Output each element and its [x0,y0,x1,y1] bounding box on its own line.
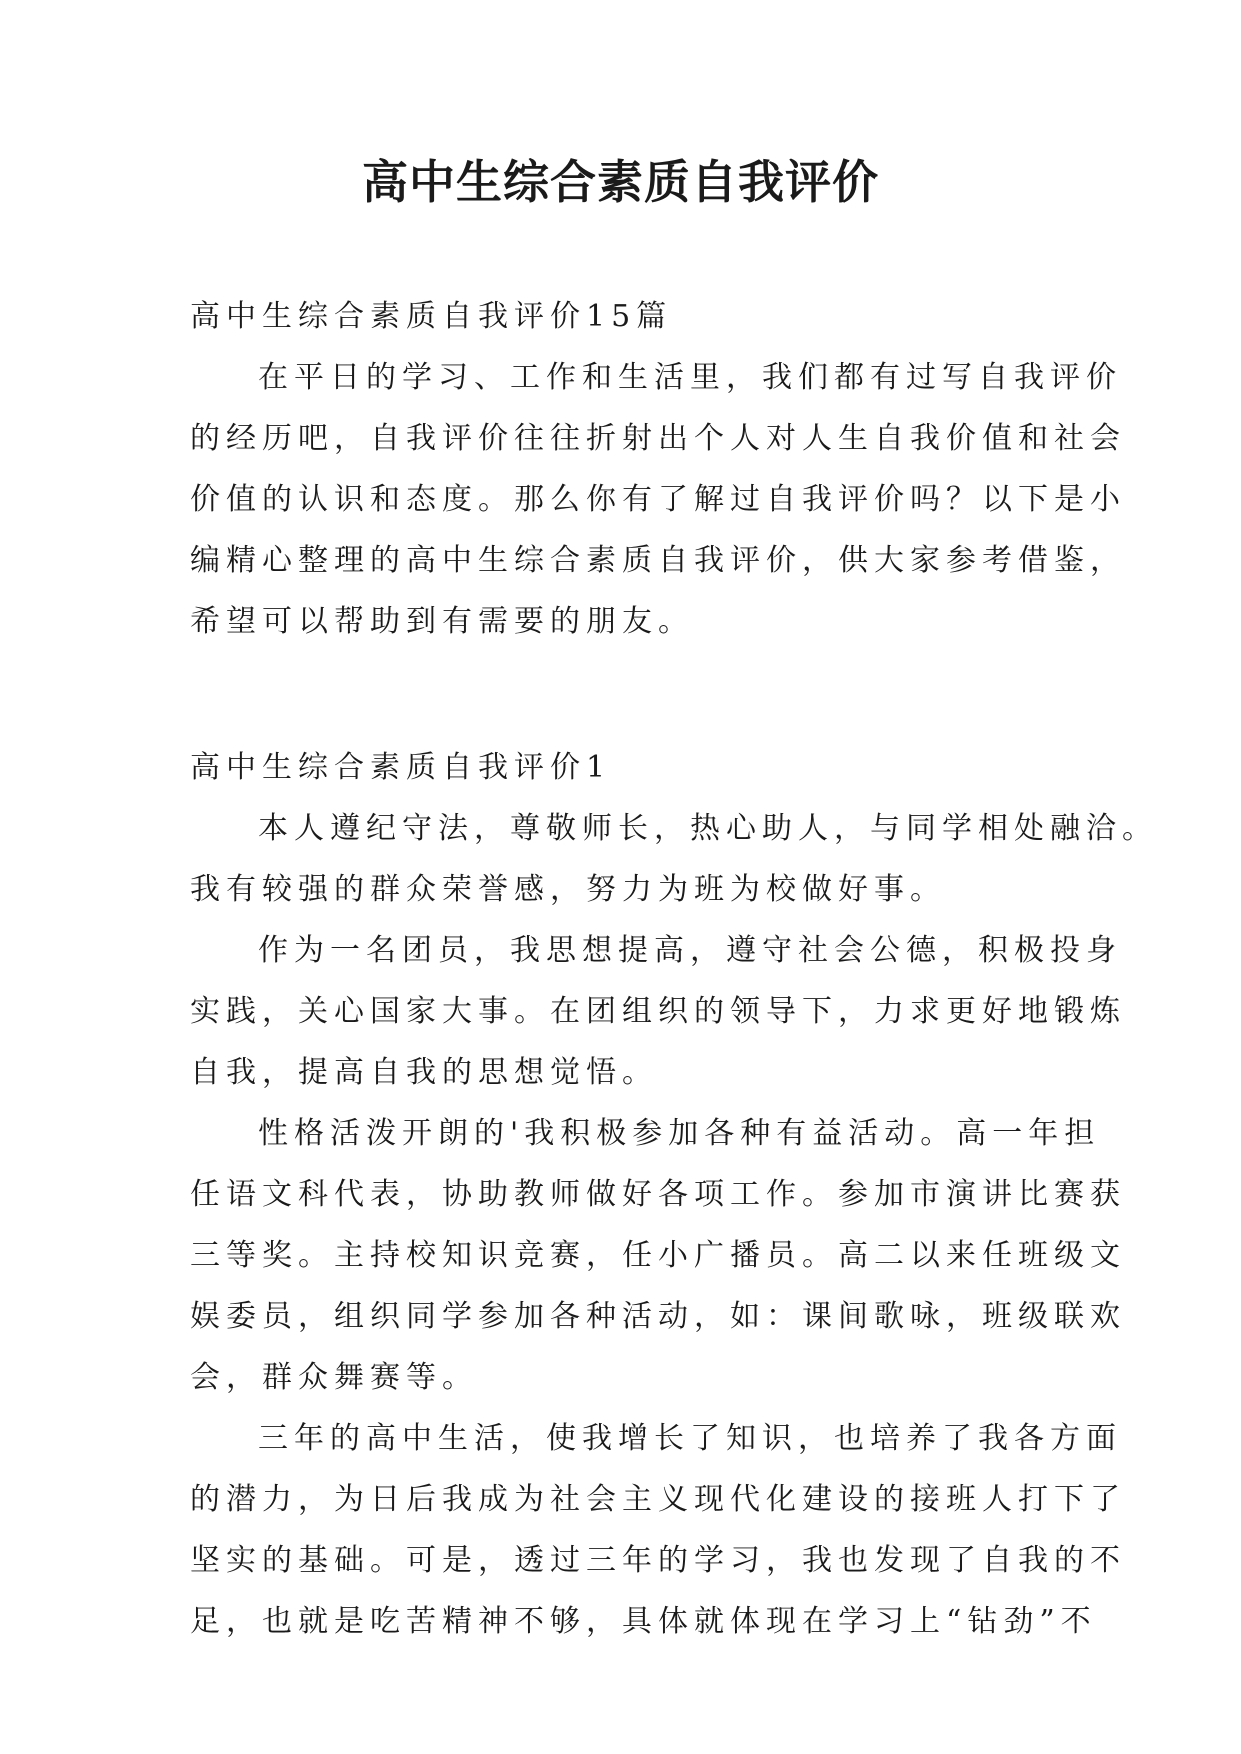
paragraph-line: 会，群众舞赛等。 [190,1360,478,1395]
body-paragraph [190,1408,1126,1652]
document-title: 高中生综合素质自我评价 [362,155,879,209]
paragraph-line: 坚实的基础。可是，透过三年的学习，我也发现了自我的不 [190,1543,1126,1578]
paragraph-line: 实践，关心国家大事。在团组织的领导下，力求更好地锻炼 [190,994,1126,1029]
section-spacer [190,652,1070,737]
body-paragraph [190,1103,1126,1408]
paragraph-line: 本人遵纪守法，尊敬师长，热心助人，与同学相处融洽。 [258,811,1158,846]
paragraph-line: 我有较强的群众荣誉感，努力为班为校做好事。 [190,872,946,907]
document-subtitle: 高中生综合素质自我评价15篇 [190,299,673,334]
paragraph-line: 编精心整理的高中生综合素质自我评价，供大家参考借鉴， [190,543,1126,578]
paragraph-line: 在平日的学习、工作和生活里，我们都有过写自我评价 [258,360,1122,395]
section-heading: 高中生综合素质自我评价1 [190,750,612,785]
body-paragraph [190,920,1126,1103]
body-paragraph [190,798,1158,920]
paragraph-line: 任语文科代表，协助教师做好各项工作。参加市演讲比赛获 [190,1177,1126,1212]
paragraph-line: 足，也就是吃苦精神不够，具体就体现在学习上“钻劲”不 [190,1604,1097,1639]
document-body [190,286,1158,1652]
paragraph-line: 作为一名团员，我思想提高，遵守社会公德，积极投身 [258,933,1122,968]
paragraph-line: 性格活泼开朗的'我积极参加各种有益活动。高一年担 [258,1116,1101,1151]
paragraph-line: 的经历吧，自我评价往往折射出个人对人生自我价值和社会 [190,421,1126,456]
paragraph-line: 价值的认识和态度。那么你有了解过自我评价吗？以下是小 [190,482,1126,517]
paragraph-line: 希望可以帮助到有需要的朋友。 [190,604,694,639]
paragraph-line: 娱委员，组织同学参加各种活动，如：课间歌咏，班级联欢 [190,1299,1126,1334]
paragraph-line: 三等奖。主持校知识竞赛，任小广播员。高二以来任班级文 [190,1238,1126,1273]
paragraph-line: 三年的高中生活，使我增长了知识，也培养了我各方面 [258,1421,1122,1456]
paragraph-line: 自我，提高自我的思想觉悟。 [190,1055,658,1090]
intro-paragraph [190,347,1126,652]
paragraph-line: 的潜力，为日后我成为社会主义现代化建设的接班人打下了 [190,1482,1126,1517]
